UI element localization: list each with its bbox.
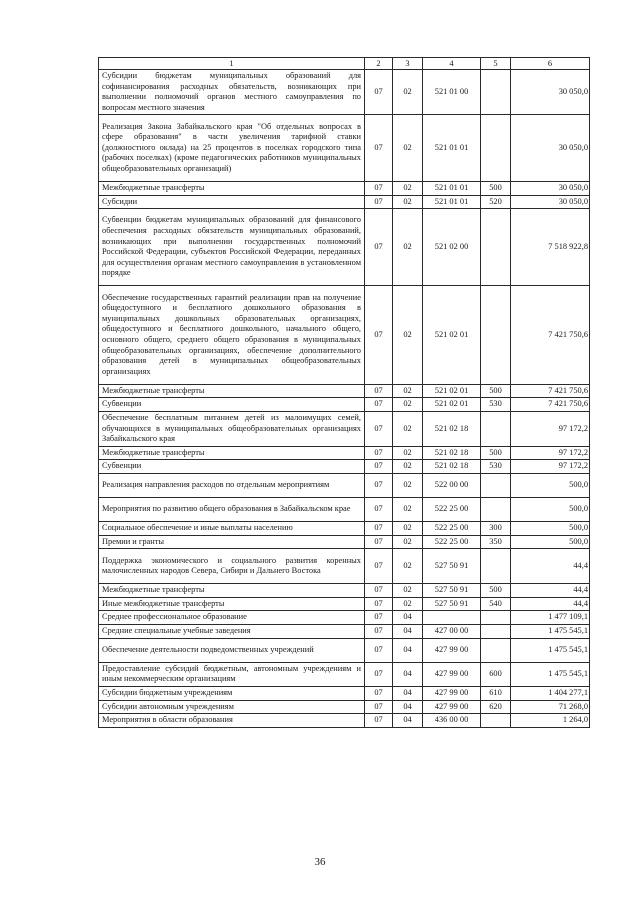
row-target-code-cell: 521 02 18 (423, 446, 481, 460)
row-section-cell: 07 (365, 549, 393, 584)
row-target-code-cell: 521 02 01 (423, 398, 481, 412)
row-expense-type-cell (481, 286, 511, 384)
table-row (99, 687, 590, 701)
row-expense-type-cell (481, 498, 511, 522)
row-name-cell: Субсидии бюджетам муниципальных образований для софинансирования расходных обязательств, возникающих при выполнении полномочий органов местного самоуправления по вопросам местного значения (99, 70, 365, 115)
row-expense-type-cell: 300 (481, 522, 511, 536)
row-target-code-cell (423, 611, 481, 625)
row-target-code-cell: 521 01 01 (423, 195, 481, 209)
row-target-code-cell: 521 01 01 (423, 115, 481, 182)
row-subsection-cell: 02 (393, 209, 423, 286)
header-cell: 6 (511, 58, 590, 70)
row-expense-type-cell: 500 (481, 384, 511, 398)
row-subsection-cell: 04 (393, 638, 423, 662)
row-section-cell: 07 (365, 446, 393, 460)
row-expense-type-cell (481, 209, 511, 286)
row-target-code-cell: 521 02 01 (423, 384, 481, 398)
row-expense-type-cell: 530 (481, 398, 511, 412)
row-name-cell: Межбюджетные трансферты (99, 384, 365, 398)
row-section-cell: 07 (365, 460, 393, 474)
row-amount-cell: 1 264,0 (511, 714, 590, 728)
row-subsection-cell: 02 (393, 584, 423, 598)
row-expense-type-cell (481, 70, 511, 115)
row-section-cell: 07 (365, 209, 393, 286)
row-subsection-cell: 02 (393, 597, 423, 611)
row-amount-cell: 500,0 (511, 498, 590, 522)
row-target-code-cell: 522 25 00 (423, 535, 481, 549)
row-amount-cell: 1 475 545,1 (511, 662, 590, 686)
row-amount-cell: 30 050,0 (511, 70, 590, 115)
row-subsection-cell: 02 (393, 181, 423, 195)
row-expense-type-cell: 520 (481, 195, 511, 209)
row-name-cell: Средние специальные учебные заведения (99, 625, 365, 639)
row-expense-type-cell: 610 (481, 687, 511, 701)
row-subsection-cell: 02 (393, 473, 423, 497)
row-subsection-cell: 04 (393, 625, 423, 639)
row-subsection-cell: 04 (393, 714, 423, 728)
row-target-code-cell: 427 99 00 (423, 638, 481, 662)
row-expense-type-cell: 500 (481, 446, 511, 460)
row-section-cell: 07 (365, 700, 393, 714)
row-name-cell: Обеспечение бесплатным питанием детей из малоимущих семей, обучающихся в муниципальных общеобразовательных организациях Забайкальского края (99, 411, 365, 446)
row-subsection-cell: 02 (393, 398, 423, 412)
row-amount-cell: 500,0 (511, 522, 590, 536)
row-subsection-cell: 02 (393, 115, 423, 182)
table-row (99, 700, 590, 714)
row-name-cell: Обеспечение государственных гарантий реализации прав на получение общедоступного и бесплатного дошкольного образования в муниципальных дошкольных образовательных организациях, общедоступного и бесплатного дошкольного, начального общего, основного общего, среднего общего образования в муниципальных общеобразовательных организациях, обеспечение дополнительного образования детей в муниципальных общеобразовательных организациях (99, 286, 365, 384)
header-cell: 2 (365, 58, 393, 70)
row-name-cell: Мероприятия по развитию общего образования в Забайкальском крае (99, 498, 365, 522)
row-section-cell: 07 (365, 584, 393, 598)
table-row (99, 460, 590, 474)
row-subsection-cell: 04 (393, 611, 423, 625)
row-amount-cell: 44,4 (511, 597, 590, 611)
row-name-cell: Субсидии (99, 195, 365, 209)
row-amount-cell: 1 475 545,1 (511, 638, 590, 662)
row-target-code-cell: 521 02 01 (423, 286, 481, 384)
row-expense-type-cell: 500 (481, 584, 511, 598)
table-row (99, 70, 590, 115)
row-amount-cell: 7 421 750,6 (511, 384, 590, 398)
row-amount-cell: 44,4 (511, 584, 590, 598)
row-section-cell: 07 (365, 535, 393, 549)
row-amount-cell: 44,4 (511, 549, 590, 584)
row-name-cell: Социальное обеспечение и иные выплаты населению (99, 522, 365, 536)
row-target-code-cell: 436 00 00 (423, 714, 481, 728)
table-row (99, 384, 590, 398)
row-section-cell: 07 (365, 662, 393, 686)
row-name-cell: Реализация направления расходов по отдельным мероприятиям (99, 473, 365, 497)
row-section-cell: 07 (365, 498, 393, 522)
table-row (99, 498, 590, 522)
table-header-row (99, 58, 590, 70)
row-expense-type-cell: 620 (481, 700, 511, 714)
row-expense-type-cell: 500 (481, 181, 511, 195)
row-target-code-cell: 522 25 00 (423, 522, 481, 536)
row-amount-cell: 71 268,0 (511, 700, 590, 714)
row-subsection-cell: 04 (393, 687, 423, 701)
row-name-cell: Премии и гранты (99, 535, 365, 549)
row-name-cell: Субвенции бюджетам муниципальных образований для финансового обеспечения расходных обязательств муниципальных образований, возникающих при выполнении государственных полномочий Российской Федерации, субъектов Российской Федерации, переданных для осуществления органам местного самоуправления в установленном порядке (99, 209, 365, 286)
row-target-code-cell: 521 02 00 (423, 209, 481, 286)
row-amount-cell: 7 518 922,8 (511, 209, 590, 286)
table-row (99, 549, 590, 584)
row-name-cell: Межбюджетные трансферты (99, 181, 365, 195)
table-row (99, 115, 590, 182)
row-target-code-cell: 521 02 18 (423, 460, 481, 474)
row-subsection-cell: 02 (393, 384, 423, 398)
row-subsection-cell: 02 (393, 446, 423, 460)
table-row (99, 473, 590, 497)
row-name-cell: Межбюджетные трансферты (99, 584, 365, 598)
row-target-code-cell: 521 01 00 (423, 70, 481, 115)
row-section-cell: 07 (365, 522, 393, 536)
row-expense-type-cell (481, 714, 511, 728)
row-target-code-cell: 522 00 00 (423, 473, 481, 497)
table-row (99, 662, 590, 686)
row-amount-cell: 97 172,2 (511, 411, 590, 446)
row-expense-type-cell: 540 (481, 597, 511, 611)
header-cell: 4 (423, 58, 481, 70)
row-name-cell: Субвенции (99, 398, 365, 412)
row-section-cell: 07 (365, 286, 393, 384)
row-subsection-cell: 02 (393, 460, 423, 474)
row-expense-type-cell (481, 625, 511, 639)
page-number: 36 (314, 856, 326, 868)
row-amount-cell: 97 172,2 (511, 446, 590, 460)
row-name-cell: Среднее профессиональное образование (99, 611, 365, 625)
table-row (99, 638, 590, 662)
row-target-code-cell: 527 50 91 (423, 584, 481, 598)
row-section-cell: 07 (365, 384, 393, 398)
row-section-cell: 07 (365, 70, 393, 115)
row-target-code-cell: 427 00 00 (423, 625, 481, 639)
row-amount-cell: 1 477 109,1 (511, 611, 590, 625)
budget-table (98, 57, 590, 728)
row-amount-cell: 97 172,2 (511, 460, 590, 474)
row-subsection-cell: 02 (393, 286, 423, 384)
row-subsection-cell: 02 (393, 535, 423, 549)
row-name-cell: Поддержка экономического и социального развития коренных малочисленных народов Севера, Сибири и Дальнего Востока (99, 549, 365, 584)
row-name-cell: Предоставление субсидий бюджетным, автономным учреждениям и иным некоммерческим организациям (99, 662, 365, 686)
row-expense-type-cell (481, 411, 511, 446)
row-subsection-cell: 04 (393, 662, 423, 686)
row-section-cell: 07 (365, 611, 393, 625)
row-subsection-cell: 02 (393, 498, 423, 522)
row-amount-cell: 30 050,0 (511, 195, 590, 209)
row-section-cell: 07 (365, 181, 393, 195)
row-amount-cell: 30 050,0 (511, 115, 590, 182)
row-expense-type-cell (481, 611, 511, 625)
table-row (99, 209, 590, 286)
row-subsection-cell: 02 (393, 195, 423, 209)
table-row (99, 195, 590, 209)
row-section-cell: 07 (365, 687, 393, 701)
row-target-code-cell: 521 02 18 (423, 411, 481, 446)
row-subsection-cell: 02 (393, 70, 423, 115)
row-section-cell: 07 (365, 115, 393, 182)
row-amount-cell: 30 050,0 (511, 181, 590, 195)
row-amount-cell: 1 404 277,1 (511, 687, 590, 701)
row-expense-type-cell (481, 549, 511, 584)
table-row (99, 286, 590, 384)
row-target-code-cell: 427 99 00 (423, 662, 481, 686)
table-row (99, 535, 590, 549)
table-row (99, 181, 590, 195)
row-section-cell: 07 (365, 195, 393, 209)
row-expense-type-cell: 530 (481, 460, 511, 474)
table-row (99, 625, 590, 639)
row-name-cell: Иные межбюджетные трансферты (99, 597, 365, 611)
row-amount-cell: 500,0 (511, 473, 590, 497)
row-name-cell: Мероприятия в области образования (99, 714, 365, 728)
row-name-cell: Субвенции (99, 460, 365, 474)
header-cell: 1 (99, 58, 365, 70)
row-amount-cell: 500,0 (511, 535, 590, 549)
row-target-code-cell: 527 50 91 (423, 549, 481, 584)
row-amount-cell: 1 475 545,1 (511, 625, 590, 639)
table-row (99, 714, 590, 728)
row-name-cell: Обеспечение деятельности подведомственных учреждений (99, 638, 365, 662)
row-expense-type-cell: 600 (481, 662, 511, 686)
row-subsection-cell: 02 (393, 549, 423, 584)
row-section-cell: 07 (365, 473, 393, 497)
row-amount-cell: 7 421 750,6 (511, 286, 590, 384)
row-section-cell: 07 (365, 398, 393, 412)
header-cell: 3 (393, 58, 423, 70)
row-name-cell: Субсидии бюджетным учреждениям (99, 687, 365, 701)
row-target-code-cell: 527 50 91 (423, 597, 481, 611)
row-expense-type-cell (481, 115, 511, 182)
table-row (99, 411, 590, 446)
row-expense-type-cell (481, 638, 511, 662)
row-target-code-cell: 427 99 00 (423, 687, 481, 701)
table-row (99, 446, 590, 460)
row-subsection-cell: 02 (393, 411, 423, 446)
table-row (99, 522, 590, 536)
table-row (99, 584, 590, 598)
row-section-cell: 07 (365, 597, 393, 611)
row-subsection-cell: 04 (393, 700, 423, 714)
row-target-code-cell: 427 99 00 (423, 700, 481, 714)
row-name-cell: Реализация Закона Забайкальского края "Об отдельных вопросах в сфере образования" в части увеличения тарифной ставки (должностного оклада) на 25 процентов в поселках городского типа (рабочих поселках) (кроме педагогических работников муниципальных общеобразовательных организаций) (99, 115, 365, 182)
row-section-cell: 07 (365, 638, 393, 662)
table-row (99, 611, 590, 625)
row-name-cell: Межбюджетные трансферты (99, 446, 365, 460)
row-amount-cell: 7 421 750,6 (511, 398, 590, 412)
row-target-code-cell: 522 25 00 (423, 498, 481, 522)
table-row (99, 398, 590, 412)
budget-table-container (98, 57, 589, 728)
row-subsection-cell: 02 (393, 522, 423, 536)
row-expense-type-cell (481, 473, 511, 497)
row-section-cell: 07 (365, 625, 393, 639)
row-section-cell: 07 (365, 714, 393, 728)
table-row (99, 597, 590, 611)
row-name-cell: Субсидии автономным учреждениям (99, 700, 365, 714)
row-target-code-cell: 521 01 01 (423, 181, 481, 195)
row-expense-type-cell: 350 (481, 535, 511, 549)
header-cell: 5 (481, 58, 511, 70)
row-section-cell: 07 (365, 411, 393, 446)
